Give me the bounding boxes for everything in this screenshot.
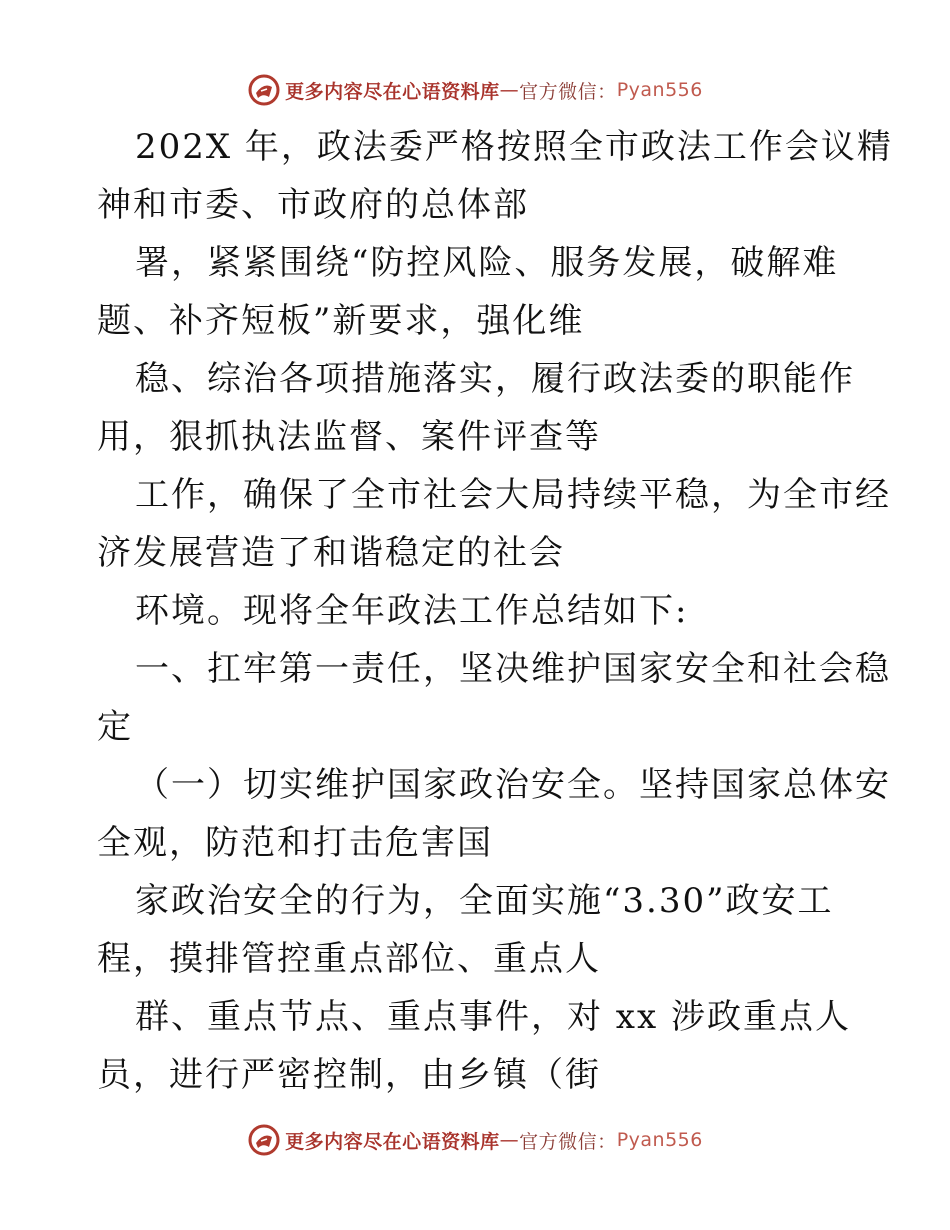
banner-wechat-id: Pyan556 (616, 79, 703, 101)
text-line: 全观，防范和打击危害国 (97, 823, 493, 863)
text-line: 员，进行严密控制，由乡镇（街 (97, 1055, 601, 1095)
banner-separator: — (499, 79, 520, 101)
banner-sub-text: 官方微信： (519, 1130, 617, 1153)
book-logo-icon (247, 73, 281, 107)
banner-sub-text: 官方微信： (519, 80, 617, 103)
text-line: 工作，确保了全市社会大局持续平稳，为全市经 (135, 475, 891, 515)
banner-main-text: 更多内容尽在心语资料库 (285, 1130, 500, 1153)
text-line: 家政治安全的行为，全面实施“3.30”政安工 (135, 881, 834, 921)
header-watermark (0, 70, 950, 110)
text-line: 202X 年，政法委严格按照全市政法工作会议精 (135, 127, 893, 167)
banner-wechat-id: Pyan556 (616, 1129, 703, 1151)
document-body (97, 118, 893, 1104)
text-line: 题、补齐短板”新要求，强化维 (97, 301, 585, 341)
text-line: 稳、综治各项措施落实，履行政法委的职能作 (135, 359, 855, 399)
book-logo-icon (247, 1123, 281, 1157)
banner-separator: — (499, 1129, 520, 1151)
section-heading-line: 一、扛牢第一责任，坚决维护国家安全和社会稳 (135, 649, 891, 689)
text-line: 用，狠抓执法监督、案件评查等 (97, 417, 601, 457)
text-line: 群、重点节点、重点事件，对 xx 涉政重点人 (135, 997, 851, 1037)
text-line: 神和市委、市政府的总体部 (97, 185, 529, 225)
text-line: 环境。现将全年政法工作总结如下: (135, 591, 689, 631)
footer-watermark (0, 1120, 950, 1160)
text-line: 署，紧紧围绕“防控风险、服务发展，破解难 (135, 243, 839, 283)
subsection-line: （一）切实维护国家政治安全。坚持国家总体安 (135, 765, 891, 805)
banner-main-text: 更多内容尽在心语资料库 (285, 80, 500, 103)
section-heading-line: 定 (97, 707, 133, 747)
text-line: 济发展营造了和谐稳定的社会 (97, 533, 565, 573)
text-line: 程，摸排管控重点部位、重点人 (97, 939, 601, 979)
